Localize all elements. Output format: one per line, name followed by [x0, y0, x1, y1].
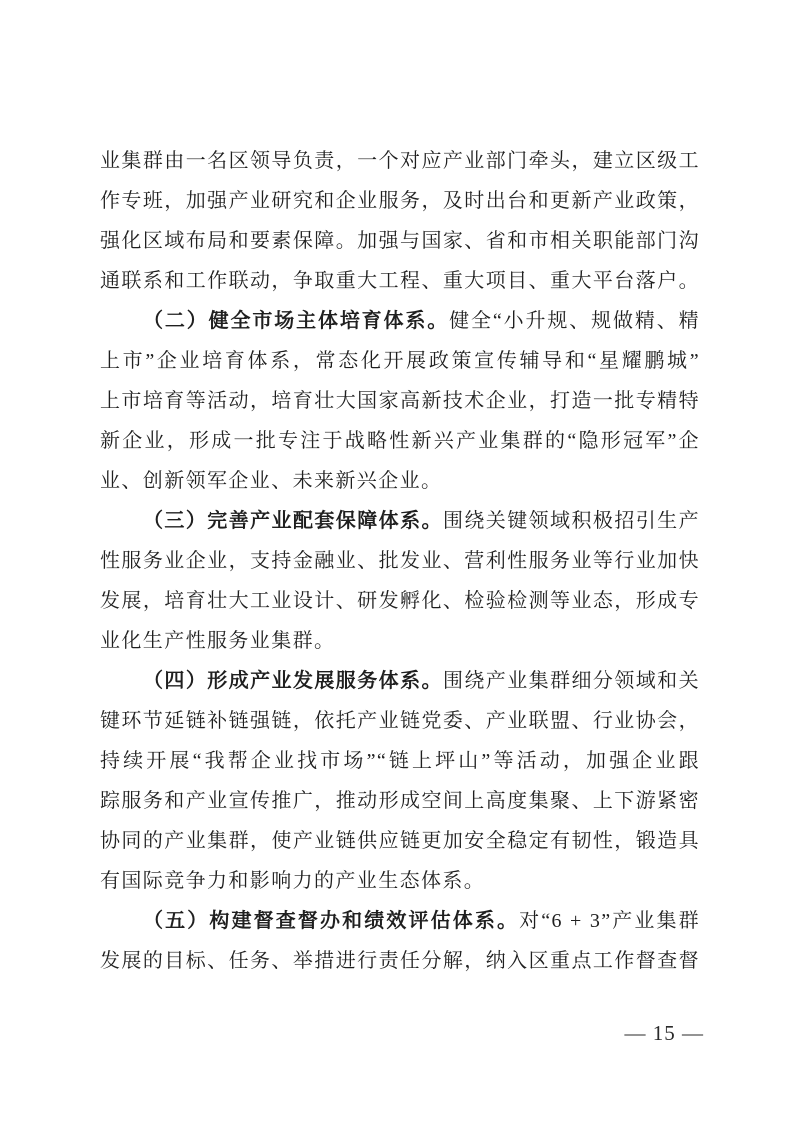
text-line: 通联系和工作联动，争取重大工程、重大项目、重大平台落户。 [100, 270, 700, 292]
text-line: （二）健全市场主体培育体系。健全“小升规、规做精、精 [143, 310, 700, 332]
text-line: 业化生产性服务业集群。 [100, 630, 336, 652]
text-line: 业集群由一名区领导负责，一个对应产业部门牵头，建立区级工 [100, 150, 700, 172]
text-line: （四）形成产业发展服务体系。围绕产业集群细分领域和关 [143, 670, 700, 692]
text-line: 新企业，形成一批专注于战略性新兴产业集群的“隐形冠军”企 [100, 430, 700, 452]
text-line: 作专班，加强产业研究和企业服务，及时出台和更新产业政策， [100, 190, 700, 212]
text-line: 发展的目标、任务、举措进行责任分解，纳入区重点工作督查督 [100, 950, 700, 972]
text-line: 上市培育等活动，培育壮大国家高新技术企业，打造一批专精特 [100, 390, 700, 412]
text-line: 键环节延链补链强链，依托产业链党委、产业联盟、行业协会， [100, 710, 700, 732]
text-line: 踪服务和产业宣传推广，推动形成空间上高度集聚、上下游紧密 [100, 790, 700, 812]
text-line: 持续开展“我帮企业找市场”“链上坪山”等活动，加强企业跟 [100, 750, 700, 772]
text-line: （五）构建督查督办和绩效评估体系。对“6 + 3”产业集群 [143, 910, 700, 932]
text-line: 有国际竞争力和影响力的产业生态体系。 [100, 870, 486, 892]
text-line: 上市”企业培育体系，常态化开展政策宣传辅导和“星耀鹏城” [100, 350, 700, 372]
document-body [100, 141, 700, 981]
text-line: （三）完善产业配套保障体系。围绕关键领域积极招引生产 [143, 510, 700, 532]
text-line: 业、创新领军企业、未来新兴企业。 [100, 470, 443, 492]
text-line: 强化区域布局和要素保障。加强与国家、省和市相关职能部门沟 [100, 230, 700, 252]
section-heading: （二）健全市场主体培育体系。 [143, 310, 450, 332]
text-line: 性服务业企业，支持金融业、批发业、营利性服务业等行业加快 [100, 550, 700, 572]
section-heading: （四）形成产业发展服务体系。 [143, 670, 443, 692]
page-number: — 15 — [624, 1021, 704, 1045]
section-heading: （五）构建督查督办和绩效评估体系。 [143, 910, 520, 932]
text-line: 发展，培育壮大工业设计、研发孵化、检验检测等业态，形成专 [100, 590, 700, 612]
text-line: 协同的产业集群，使产业链供应链更加安全稳定有韧性，锻造具 [100, 830, 700, 852]
section-heading: （三）完善产业配套保障体系。 [143, 510, 443, 532]
